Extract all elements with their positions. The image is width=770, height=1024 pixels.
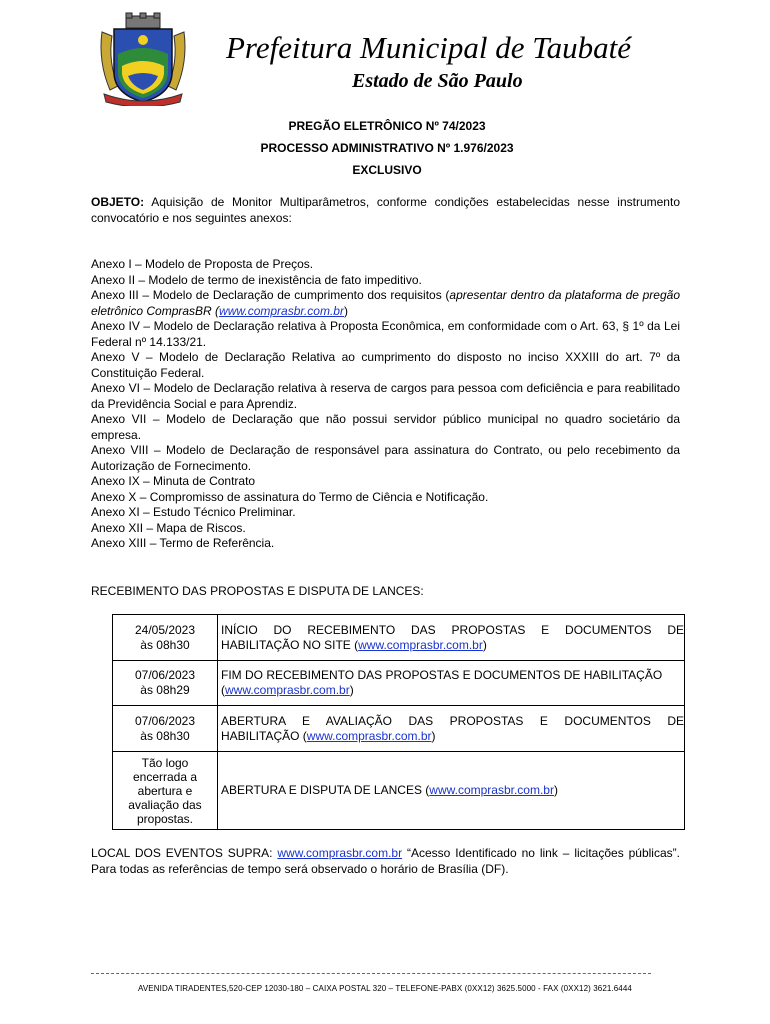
comprasbr-link[interactable]: www.comprasbr.com.br — [429, 783, 554, 797]
annex-list — [91, 257, 680, 552]
annex-3-italic-text: apresentar dentro da plataforma de pregão eletrônico ComprasBR ( — [91, 288, 680, 318]
description-text: HABILITAÇÃO ( — [221, 728, 307, 743]
description-text: HABILITAÇÃO NO SITE ( — [221, 637, 359, 652]
objeto-paragraph — [91, 194, 680, 226]
annex-item: Anexo V – Modelo de Declaração Relativa ao cumprimento do disposto no inciso XXXIII do art. 7º da Constituição Federal. — [91, 350, 680, 380]
local-paragraph — [91, 845, 680, 877]
coat-of-arms-logo — [96, 12, 190, 106]
table-row — [113, 661, 685, 706]
description-text: ABERTURA E DISPUTA DE LANCES ( — [221, 783, 430, 797]
pregao-heading: PREGÃO ELETRÔNICO Nº 74/2023 — [288, 119, 486, 133]
date-cell — [113, 661, 218, 706]
annex-item: Anexo VIII – Modelo de Declaração de responsável para assinatura do Contrato, ou pelo recebimento da Autorização de Fornecimento. — [91, 443, 680, 473]
annex-item — [91, 288, 680, 319]
annex-item: Anexo X – Compromisso de assinatura do Termo de Ciência e Notificação. — [91, 489, 489, 504]
schedule-table — [112, 614, 685, 830]
table-row — [113, 752, 685, 830]
annex-item: Anexo VII – Modelo de Declaração que não possui servidor público municipal no quadro societário da empresa. — [91, 412, 680, 442]
time-text: às 08h30 — [140, 637, 190, 652]
comprasbr-link[interactable]: www.comprasbr.com.br — [225, 683, 350, 697]
document-headings — [0, 120, 770, 186]
page-title: Prefeitura Municipal de Taubaté — [226, 30, 631, 65]
footer-address: AVENIDA TIRADENTES,520-CEP 12030-180 – CAIXA POSTAL 320 – TELEFONE-PABX (0XX12) 3625.5000 - FAX (0XX12) 3621.6444 — [138, 984, 632, 993]
annex-item: Anexo XI – Estudo Técnico Preliminar. — [91, 505, 296, 519]
annex-3-close: ) — [343, 303, 348, 318]
local-text: LOCAL DOS EVENTOS SUPRA: — [91, 846, 278, 860]
description-text: ) — [431, 728, 436, 743]
date-cell — [113, 615, 218, 661]
time-text: às 08h29 — [140, 683, 190, 697]
description-text: ABERTURA E AVALIAÇÃO DAS PROPOSTAS E DOCUMENTOS DE — [221, 713, 684, 728]
description-text: INÍCIO DO RECEBIMENTO DAS PROPOSTAS E DOCUMENTOS DE — [221, 622, 684, 637]
description-text: FIM DO RECEBIMENTO DAS PROPOSTAS E DOCUMENTOS DE HABILITAÇÃO — [221, 668, 663, 682]
annex-item: Anexo XII – Mapa de Riscos. — [91, 520, 246, 535]
comprasbr-link[interactable]: www.comprasbr.com.br — [219, 303, 344, 318]
date-text: 07/06/2023 — [134, 713, 196, 728]
date-text: 07/06/2023 — [134, 668, 196, 682]
description-cell — [218, 706, 685, 752]
page-subtitle: Estado de São Paulo — [352, 70, 523, 92]
date-cell — [113, 706, 218, 752]
processo-heading: PROCESSO ADMINISTRATIVO Nº 1.976/2023 — [260, 141, 514, 155]
description-cell — [218, 661, 685, 706]
description-text: ) — [553, 783, 558, 797]
time-text: às 08h30 — [140, 728, 190, 743]
footer-divider — [91, 973, 651, 974]
annex-item: Anexo II – Modelo de termo de inexistência de fato impeditivo. — [91, 272, 422, 287]
date-cell — [113, 752, 218, 830]
description-text: ) — [482, 637, 487, 652]
date-text: abertura e — [137, 783, 193, 798]
annex-item: Anexo IX – Minuta de Contrato — [91, 474, 256, 488]
annex-item: Anexo VI – Modelo de Declaração relativa à reserva de cargos para pessoa com deficiência e para reabilitado da Previdência Social e para Aprendiz. — [91, 381, 680, 411]
annex-item: Anexo XIII – Termo de Referência. — [91, 536, 275, 550]
date-text: 24/05/2023 — [134, 622, 196, 637]
date-text: Tão logo — [141, 755, 189, 770]
date-text: propostas. — [136, 811, 194, 826]
description-text: ( — [221, 683, 225, 697]
annex-item: Anexo IV – Modelo de Declaração relativa à Proposta Econômica, em conformidade com o Art. 63, § 1º da Lei Federal nº 14.133/21. — [91, 319, 680, 349]
comprasbr-link[interactable]: www.comprasbr.com.br — [306, 728, 432, 743]
annex-3-text: Anexo III – Modelo de Declaração de cumprimento dos requisitos ( — [91, 288, 450, 302]
date-text: avaliação das — [128, 797, 202, 812]
annex-item: Anexo I – Modelo de Proposta de Preços. — [91, 257, 314, 271]
table-row — [113, 615, 685, 661]
objeto-label: OBJETO: — [91, 195, 145, 209]
description-cell — [218, 615, 685, 661]
date-text: encerrada a — [132, 769, 198, 784]
objeto-text: Aquisição de Monitor Multiparâmetros, conforme condições estabelecidas nesse instrumento convocatório e nos seguintes anexos: — [91, 195, 680, 225]
comprasbr-link[interactable]: www.comprasbr.com.br — [277, 846, 403, 860]
table-row — [113, 706, 685, 752]
exclusivo-heading: EXCLUSIVO — [352, 163, 422, 177]
local-text: “Acesso Identificado no link – licitações públicas”. Para todas as referências de tempo será observado o horário de Brasília (DF). — [91, 846, 680, 876]
schedule-title: RECEBIMENTO DAS PROPOSTAS E DISPUTA DE LANCES: — [91, 584, 424, 598]
description-cell — [218, 752, 685, 830]
comprasbr-link[interactable]: www.comprasbr.com.br — [358, 637, 483, 652]
description-text: ) — [349, 683, 354, 697]
